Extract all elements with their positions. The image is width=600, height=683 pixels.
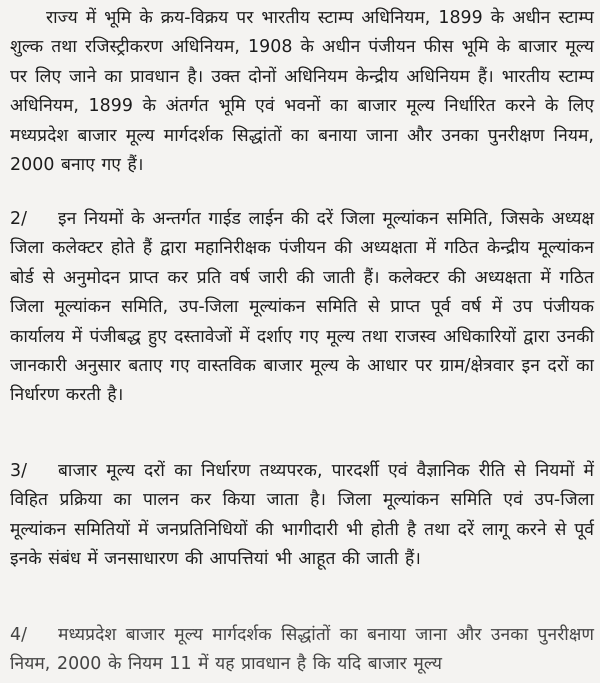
paragraph-4-text: मध्यप्रदेश बाजार मूल्य मार्गदर्शक सिद्धांतों का बनाया जाना और उनका पुनरीक्षण नियम, 2000 के नियम 11 में यह प्रावधान है कि यदि बाजार मूल्य [10,625,594,675]
paragraph-2-number: 2/ [10,209,28,229]
paragraph-2-text: इन नियमों के अन्तर्गत गाईड लाईन की दरें जिला मूल्यांकन समिति, जिसके अध्यक्ष जिला कलेक्टर होते हैं द्वारा महानिरीक्षक पंजीयन की अध्यक्षता में गठित केन्द्रीय मूल्यांकन बोर्ड से अनुमोदन प्राप्त कर प्रति वर्ष जारी की जाती हैं। कलेक्टर की अध्यक्षता में गठित जिला मूल्यांकन समिति, उप-जिला मूल्यांकन समिति से प्राप्त पूर्व वर्ष में उप पंजीयक कार्यालय में पंजीबद्ध हुए दस्तावेजों में दर्शाए गए मूल्य तथा राजस्व अधिकारियों द्वारा उनकी जानकारी अनुसार बताए गए वास्तविक बाजार मूल्य के आधार पर ग्राम/क्षेत्रवार इन दरों का निर्धारण करती है। [10,209,594,406]
paragraph-1 [10,4,594,180]
paragraph-4-number: 4/ [10,625,28,645]
paragraph-4 [10,621,594,680]
paragraph-3-number: 3/ [10,461,28,481]
paragraph-2 [10,205,594,411]
paragraph-1-text: राज्य में भूमि के क्रय-विक्रय पर भारतीय स्टाम्प अधिनियम, 1899 के अधीन स्टाम्प शुल्क तथा रजिस्ट्रीकरण अधिनियम, 1908 के अधीन पंजीयन फीस भूमि के बाजार मूल्य पर लिए जाने का प्रावधान है। उक्त दोनों अधिनियम केन्द्रीय अधिनियम हैं। भारतीय स्टाम्प अधिनियम, 1899 के अंतर्गत भूमि एवं भवनों का बाजार मूल्य निर्धारित करने के लिए मध्यप्रदेश बाजार मूल्य मार्गदर्शक सिद्धांतों का बनाया जाना और उनका पुनरीक्षण नियम, 2000 बनाए गए हैं। [10,8,594,176]
paragraph-3 [10,457,594,575]
paragraph-3-text: बाजार मूल्य दरों का निर्धारण तथ्यपरक, पारदर्शी एवं वैज्ञानिक रीति से नियमों में विहित प्रक्रिया का पालन कर किया जाता है। जिला मूल्यांकन समिति एवं उप-जिला मूल्यांकन समितियों में जनप्रतिनिधियों की भागीदारी भी होती है तथा दरें लागू करने से पूर्व इनके संबंध में जनसाधारण की आपत्तियां भी आहूत की जाती हैं। [10,461,594,570]
